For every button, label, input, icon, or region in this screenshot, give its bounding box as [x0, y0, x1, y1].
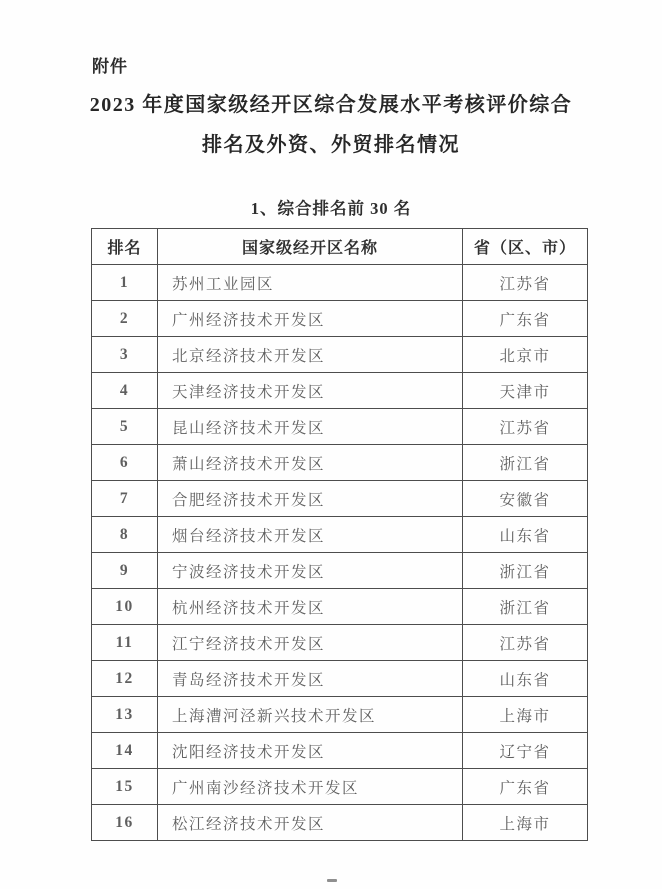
- rank-cell: 1: [92, 265, 158, 301]
- rank-cell: 4: [92, 373, 158, 409]
- rank-cell: 10: [92, 589, 158, 625]
- table-row: [92, 697, 588, 733]
- rank-cell: 16: [92, 805, 158, 841]
- table-row: [92, 661, 588, 697]
- document-title: [0, 85, 662, 165]
- name-cell: 沈阳经济技术开发区: [158, 733, 463, 769]
- table-row: [92, 481, 588, 517]
- name-cell: 杭州经济技术开发区: [158, 589, 463, 625]
- province-cell: 广东省: [463, 769, 588, 805]
- attachment-label: 附件: [92, 57, 128, 76]
- rank-cell: 7: [92, 481, 158, 517]
- rank-cell: 6: [92, 445, 158, 481]
- rank-cell: 12: [92, 661, 158, 697]
- table-row: [92, 805, 588, 841]
- ranking-table: [91, 228, 588, 841]
- header-zone-name: 国家级经开区名称: [158, 229, 463, 265]
- province-cell: 辽宁省: [463, 733, 588, 769]
- name-cell: 昆山经济技术开发区: [158, 409, 463, 445]
- section-title: 1、综合排名前 30 名: [250, 199, 412, 218]
- name-cell: 上海漕河泾新兴技术开发区: [158, 697, 463, 733]
- province-cell: 江苏省: [463, 265, 588, 301]
- name-cell: 苏州工业园区: [158, 265, 463, 301]
- rank-cell: 5: [92, 409, 158, 445]
- rank-cell: 9: [92, 553, 158, 589]
- province-cell: 江苏省: [463, 625, 588, 661]
- table-header-row: [92, 229, 588, 265]
- header-province: 省（区、市）: [463, 229, 588, 265]
- province-cell: 浙江省: [463, 553, 588, 589]
- page-number-mark: [327, 879, 337, 882]
- province-cell: 浙江省: [463, 589, 588, 625]
- rank-cell: 3: [92, 337, 158, 373]
- name-cell: 天津经济技术开发区: [158, 373, 463, 409]
- name-cell: 萧山经济技术开发区: [158, 445, 463, 481]
- table-row: [92, 265, 588, 301]
- name-cell: 宁波经济技术开发区: [158, 553, 463, 589]
- province-cell: 北京市: [463, 337, 588, 373]
- table-row: [92, 301, 588, 337]
- province-cell: 天津市: [463, 373, 588, 409]
- province-cell: 上海市: [463, 697, 588, 733]
- title-line-2: 排名及外资、外贸排名情况: [202, 134, 460, 156]
- table-row: [92, 769, 588, 805]
- name-cell: 北京经济技术开发区: [158, 337, 463, 373]
- table-row: [92, 337, 588, 373]
- name-cell: 广州南沙经济技术开发区: [158, 769, 463, 805]
- name-cell: 青岛经济技术开发区: [158, 661, 463, 697]
- rank-cell: 15: [92, 769, 158, 805]
- table-row: [92, 589, 588, 625]
- table-row: [92, 733, 588, 769]
- province-cell: 浙江省: [463, 445, 588, 481]
- province-cell: 山东省: [463, 517, 588, 553]
- province-cell: 广东省: [463, 301, 588, 337]
- header-rank: 排名: [92, 229, 158, 265]
- name-cell: 合肥经济技术开发区: [158, 481, 463, 517]
- name-cell: 松江经济技术开发区: [158, 805, 463, 841]
- rank-cell: 2: [92, 301, 158, 337]
- rank-cell: 14: [92, 733, 158, 769]
- rank-cell: 8: [92, 517, 158, 553]
- province-cell: 江苏省: [463, 409, 588, 445]
- province-cell: 上海市: [463, 805, 588, 841]
- table-row: [92, 445, 588, 481]
- province-cell: 安徽省: [463, 481, 588, 517]
- rank-cell: 11: [92, 625, 158, 661]
- table-row: [92, 553, 588, 589]
- name-cell: 广州经济技术开发区: [158, 301, 463, 337]
- title-line-1: 2023 年度国家级经开区综合发展水平考核评价综合: [89, 94, 573, 116]
- name-cell: 江宁经济技术开发区: [158, 625, 463, 661]
- rank-cell: 13: [92, 697, 158, 733]
- table-row: [92, 625, 588, 661]
- table-row: [92, 373, 588, 409]
- table-row: [92, 409, 588, 445]
- province-cell: 山东省: [463, 661, 588, 697]
- table-row: [92, 517, 588, 553]
- name-cell: 烟台经济技术开发区: [158, 517, 463, 553]
